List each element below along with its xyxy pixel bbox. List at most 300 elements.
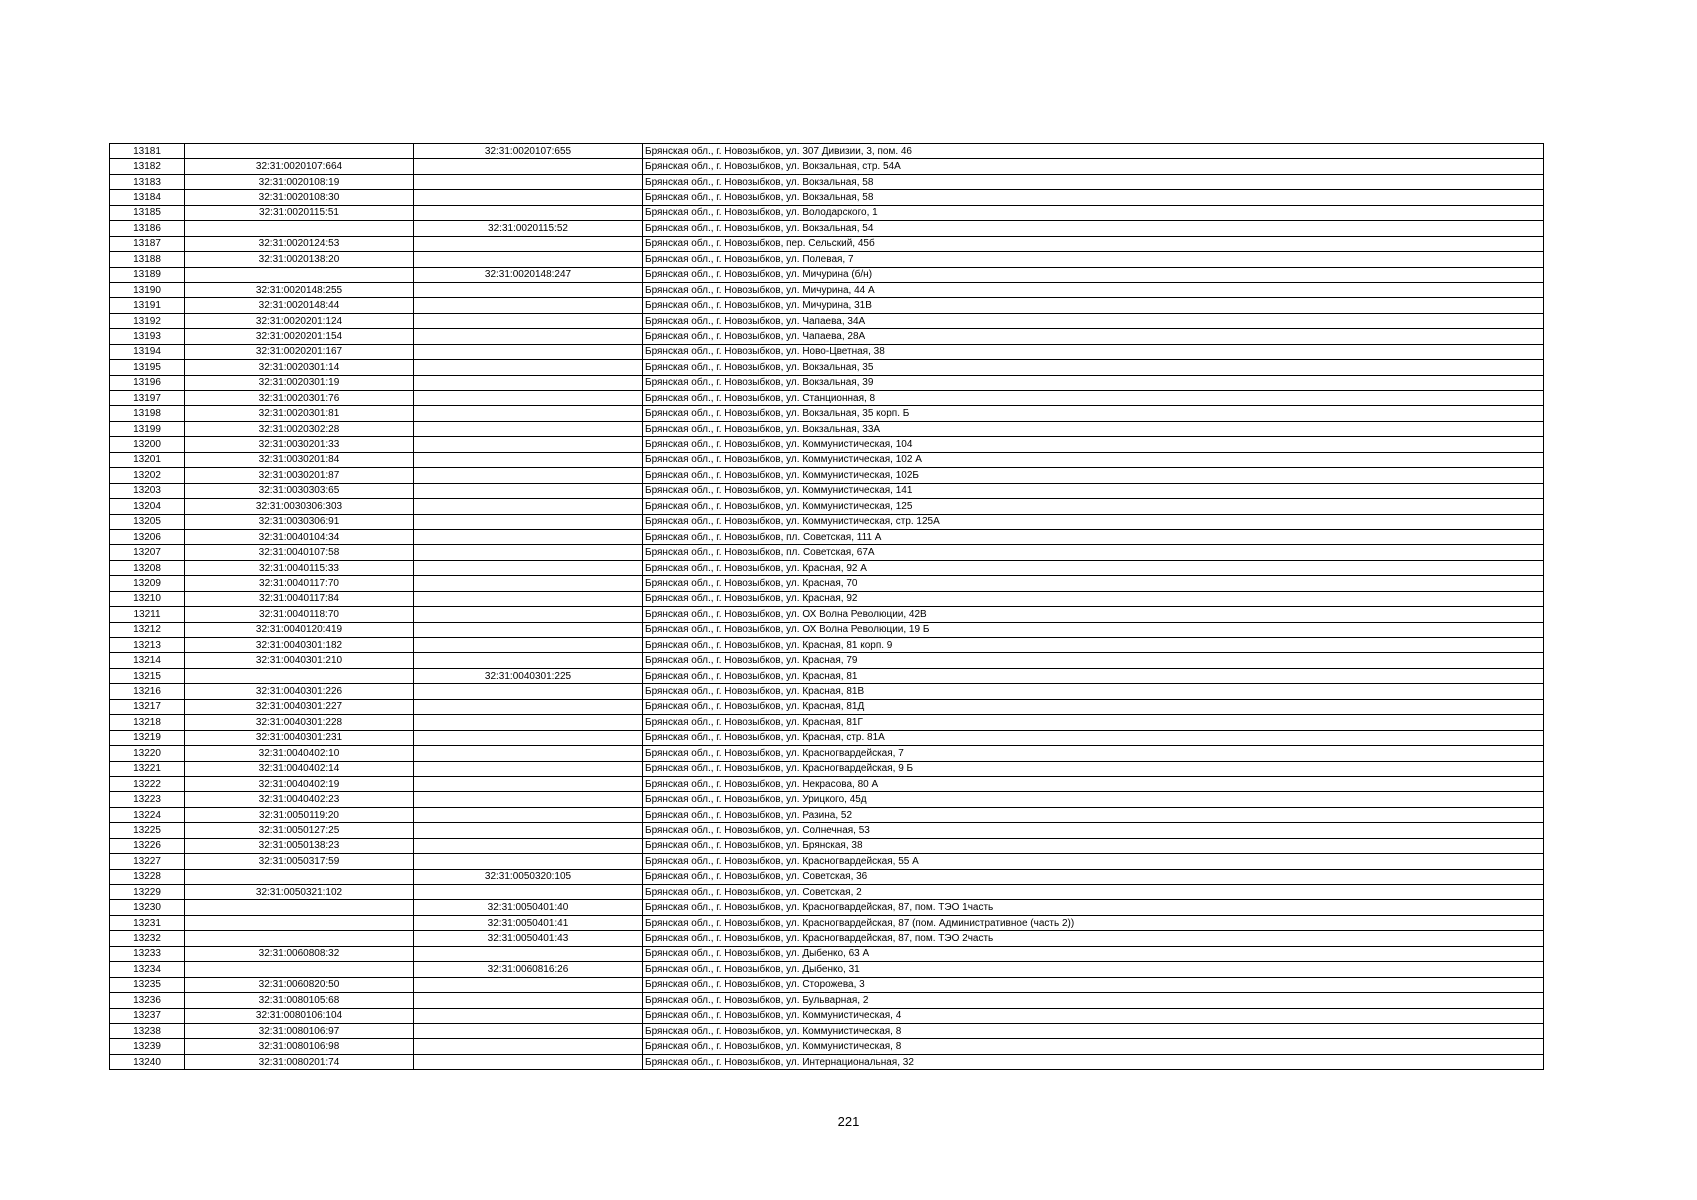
table-row: [110, 252, 1544, 267]
address-cell: Брянская обл., г. Новозыбков, ул. Вокзальная, 58: [643, 190, 1544, 205]
land-cadastral-cell: 32:31:0040402:10: [185, 746, 414, 761]
land-cadastral-cell: 32:31:0040301:182: [185, 638, 414, 653]
row-number-cell: 13208: [110, 560, 185, 575]
table-row: [110, 221, 1544, 236]
row-number-cell: 13219: [110, 730, 185, 745]
address-cell: Брянская обл., г. Новозыбков, ул. ОХ Волна Революции, 19 Б: [643, 622, 1544, 637]
table-row: [110, 1008, 1544, 1023]
building-cadastral-cell: [414, 653, 643, 668]
row-number-cell: 13185: [110, 205, 185, 220]
land-cadastral-cell: 32:31:0040120:419: [185, 622, 414, 637]
row-number-cell: 13210: [110, 591, 185, 606]
building-cadastral-cell: [414, 807, 643, 822]
land-cadastral-cell: 32:31:0020301:14: [185, 360, 414, 375]
row-number-cell: 13196: [110, 375, 185, 390]
row-number-cell: 13224: [110, 807, 185, 822]
land-cadastral-cell: 32:31:0030303:65: [185, 483, 414, 498]
land-cadastral-cell: [185, 900, 414, 915]
table-row: [110, 499, 1544, 514]
land-cadastral-cell: 32:31:0040301:231: [185, 730, 414, 745]
building-cadastral-cell: 32:31:0020115:52: [414, 221, 643, 236]
address-cell: Брянская обл., г. Новозыбков, ул. Красная, 70: [643, 576, 1544, 591]
address-cell: Брянская обл., г. Новозыбков, ул. 307 Дивизии, 3, пом. 46: [643, 144, 1544, 159]
table-row: [110, 236, 1544, 251]
land-cadastral-cell: 32:31:0040301:228: [185, 715, 414, 730]
building-cadastral-cell: 32:31:0040301:225: [414, 668, 643, 683]
building-cadastral-cell: [414, 529, 643, 544]
address-cell: Брянская обл., г. Новозыбков, ул. Чапаева, 28А: [643, 329, 1544, 344]
row-number-cell: 13182: [110, 159, 185, 174]
land-cadastral-cell: 32:31:0020301:19: [185, 375, 414, 390]
row-number-cell: 13191: [110, 298, 185, 313]
address-cell: Брянская обл., г. Новозыбков, ул. Советская, 2: [643, 885, 1544, 900]
address-cell: Брянская обл., г. Новозыбков, ул. Интернациональная, 32: [643, 1054, 1544, 1069]
land-cadastral-cell: 32:31:0060820:50: [185, 977, 414, 992]
building-cadastral-cell: [414, 622, 643, 637]
building-cadastral-cell: [414, 1039, 643, 1054]
table-row: [110, 591, 1544, 606]
table-row: [110, 962, 1544, 977]
table-row: [110, 823, 1544, 838]
address-cell: Брянская обл., г. Новозыбков, ул. Красная, 81Г: [643, 715, 1544, 730]
address-cell: Брянская обл., г. Новозыбков, ул. Вокзальная, 35 корп. Б: [643, 406, 1544, 421]
property-registry-table: [109, 143, 1544, 1070]
building-cadastral-cell: [414, 576, 643, 591]
address-cell: Брянская обл., г. Новозыбков, ул. Вокзальная, 54: [643, 221, 1544, 236]
building-cadastral-cell: [414, 792, 643, 807]
address-cell: Брянская обл., г. Новозыбков, ул. Красногвардейская, 7: [643, 746, 1544, 761]
address-cell: Брянская обл., г. Новозыбков, ул. Красная, 92: [643, 591, 1544, 606]
land-cadastral-cell: 32:31:0020138:20: [185, 252, 414, 267]
row-number-cell: 13238: [110, 1023, 185, 1038]
land-cadastral-cell: 32:31:0080106:104: [185, 1008, 414, 1023]
land-cadastral-cell: 32:31:0020148:44: [185, 298, 414, 313]
land-cadastral-cell: 32:31:0040402:23: [185, 792, 414, 807]
land-cadastral-cell: 32:31:0040117:84: [185, 591, 414, 606]
building-cadastral-cell: 32:31:0050401:41: [414, 915, 643, 930]
building-cadastral-cell: [414, 638, 643, 653]
address-cell: Брянская обл., г. Новозыбков, ул. Красногвардейская, 9 Б: [643, 761, 1544, 776]
building-cadastral-cell: [414, 684, 643, 699]
table-row: [110, 684, 1544, 699]
building-cadastral-cell: [414, 205, 643, 220]
land-cadastral-cell: 32:31:0030201:87: [185, 468, 414, 483]
table-row: [110, 421, 1544, 436]
building-cadastral-cell: [414, 1008, 643, 1023]
table-row: [110, 730, 1544, 745]
address-cell: Брянская обл., г. Новозыбков, ул. Мичурина, 44 А: [643, 282, 1544, 297]
row-number-cell: 13233: [110, 946, 185, 961]
land-cadastral-cell: 32:31:0040104:34: [185, 529, 414, 544]
address-cell: Брянская обл., г. Новозыбков, ул. Бульварная, 2: [643, 993, 1544, 1008]
building-cadastral-cell: [414, 946, 643, 961]
building-cadastral-cell: 32:31:0020148:247: [414, 267, 643, 282]
address-cell: Брянская обл., г. Новозыбков, ул. Разина, 52: [643, 807, 1544, 822]
row-number-cell: 13231: [110, 915, 185, 930]
building-cadastral-cell: [414, 236, 643, 251]
land-cadastral-cell: [185, 869, 414, 884]
table-row: [110, 298, 1544, 313]
address-cell: Брянская обл., г. Новозыбков, ул. Полевая, 7: [643, 252, 1544, 267]
row-number-cell: 13181: [110, 144, 185, 159]
land-cadastral-cell: [185, 915, 414, 930]
table-row: [110, 174, 1544, 189]
address-cell: Брянская обл., г. Новозыбков, ул. Красная, 81В: [643, 684, 1544, 699]
address-cell: Брянская обл., г. Новозыбков, ул. Солнечная, 53: [643, 823, 1544, 838]
table-row: [110, 638, 1544, 653]
building-cadastral-cell: 32:31:0020107:655: [414, 144, 643, 159]
building-cadastral-cell: [414, 1023, 643, 1038]
building-cadastral-cell: [414, 776, 643, 791]
row-number-cell: 13193: [110, 329, 185, 344]
land-cadastral-cell: 32:31:0050321:102: [185, 885, 414, 900]
land-cadastral-cell: 32:31:0020108:30: [185, 190, 414, 205]
land-cadastral-cell: 32:31:0020302:28: [185, 421, 414, 436]
address-cell: Брянская обл., г. Новозыбков, ул. Ново-Цветная, 38: [643, 344, 1544, 359]
address-cell: Брянская обл., г. Новозыбков, ул. Красногвардейская, 87 (пом. Административное (часть 2)): [643, 915, 1544, 930]
row-number-cell: 13198: [110, 406, 185, 421]
address-cell: Брянская обл., г. Новозыбков, ул. Вокзальная, 58: [643, 174, 1544, 189]
land-cadastral-cell: 32:31:0030201:84: [185, 452, 414, 467]
building-cadastral-cell: 32:31:0050320:105: [414, 869, 643, 884]
table-row: [110, 1039, 1544, 1054]
address-cell: Брянская обл., г. Новозыбков, ул. ОХ Волна Революции, 42В: [643, 607, 1544, 622]
table-row: [110, 406, 1544, 421]
land-cadastral-cell: 32:31:0020115:51: [185, 205, 414, 220]
table-row: [110, 391, 1544, 406]
table-row: [110, 761, 1544, 776]
row-number-cell: 13206: [110, 529, 185, 544]
table-row: [110, 514, 1544, 529]
row-number-cell: 13187: [110, 236, 185, 251]
building-cadastral-cell: [414, 514, 643, 529]
address-cell: Брянская обл., г. Новозыбков, ул. Чапаева, 34А: [643, 313, 1544, 328]
address-cell: Брянская обл., г. Новозыбков, ул. Красная, 81: [643, 668, 1544, 683]
table-row: [110, 885, 1544, 900]
table-row: [110, 483, 1544, 498]
land-cadastral-cell: 32:31:0040115:33: [185, 560, 414, 575]
row-number-cell: 13222: [110, 776, 185, 791]
building-cadastral-cell: [414, 468, 643, 483]
address-cell: Брянская обл., г. Новозыбков, ул. Дыбенко, 31: [643, 962, 1544, 977]
land-cadastral-cell: [185, 267, 414, 282]
row-number-cell: 13204: [110, 499, 185, 514]
land-cadastral-cell: 32:31:0080106:98: [185, 1039, 414, 1054]
table-row: [110, 344, 1544, 359]
row-number-cell: 13211: [110, 607, 185, 622]
table-row: [110, 576, 1544, 591]
building-cadastral-cell: [414, 545, 643, 560]
table-row: [110, 607, 1544, 622]
table-row: [110, 190, 1544, 205]
building-cadastral-cell: [414, 282, 643, 297]
land-cadastral-cell: 32:31:0020301:76: [185, 391, 414, 406]
row-number-cell: 13209: [110, 576, 185, 591]
address-cell: Брянская обл., г. Новозыбков, ул. Советская, 36: [643, 869, 1544, 884]
table-row: [110, 854, 1544, 869]
building-cadastral-cell: [414, 298, 643, 313]
land-cadastral-cell: 32:31:0050127:25: [185, 823, 414, 838]
land-cadastral-cell: 32:31:0020107:664: [185, 159, 414, 174]
row-number-cell: 13230: [110, 900, 185, 915]
land-cadastral-cell: 32:31:0020301:81: [185, 406, 414, 421]
building-cadastral-cell: [414, 761, 643, 776]
address-cell: Брянская обл., г. Новозыбков, ул. Коммунистическая, 141: [643, 483, 1544, 498]
table-row: [110, 375, 1544, 390]
address-cell: Брянская обл., г. Новозыбков, ул. Красная, 92 А: [643, 560, 1544, 575]
address-cell: Брянская обл., г. Новозыбков, ул. Коммунистическая, 4: [643, 1008, 1544, 1023]
table-row: [110, 468, 1544, 483]
table-row: [110, 437, 1544, 452]
row-number-cell: 13235: [110, 977, 185, 992]
building-cadastral-cell: [414, 715, 643, 730]
row-number-cell: 13239: [110, 1039, 185, 1054]
table-row: [110, 746, 1544, 761]
row-number-cell: 13214: [110, 653, 185, 668]
row-number-cell: 13207: [110, 545, 185, 560]
land-cadastral-cell: 32:31:0040301:227: [185, 699, 414, 714]
row-number-cell: 13190: [110, 282, 185, 297]
building-cadastral-cell: 32:31:0050401:40: [414, 900, 643, 915]
table-row: [110, 668, 1544, 683]
row-number-cell: 13240: [110, 1054, 185, 1069]
address-cell: Брянская обл., г. Новозыбков, ул. Сторожева, 3: [643, 977, 1544, 992]
table-row: [110, 560, 1544, 575]
row-number-cell: 13229: [110, 885, 185, 900]
land-cadastral-cell: 32:31:0060808:32: [185, 946, 414, 961]
table-row: [110, 329, 1544, 344]
row-number-cell: 13234: [110, 962, 185, 977]
land-cadastral-cell: 32:31:0040301:210: [185, 653, 414, 668]
table-row: [110, 545, 1544, 560]
row-number-cell: 13213: [110, 638, 185, 653]
table-row: [110, 529, 1544, 544]
row-number-cell: 13227: [110, 854, 185, 869]
address-cell: Брянская обл., г. Новозыбков, ул. Красная, стр. 81А: [643, 730, 1544, 745]
table-row: [110, 282, 1544, 297]
land-cadastral-cell: 32:31:0030306:303: [185, 499, 414, 514]
row-number-cell: 13215: [110, 668, 185, 683]
address-cell: Брянская обл., г. Новозыбков, пл. Советская, 67А: [643, 545, 1544, 560]
row-number-cell: 13194: [110, 344, 185, 359]
table-row: [110, 915, 1544, 930]
row-number-cell: 13237: [110, 1008, 185, 1023]
land-cadastral-cell: 32:31:0020201:167: [185, 344, 414, 359]
land-cadastral-cell: [185, 962, 414, 977]
row-number-cell: 13200: [110, 437, 185, 452]
row-number-cell: 13205: [110, 514, 185, 529]
land-cadastral-cell: 32:31:0040117:70: [185, 576, 414, 591]
address-cell: Брянская обл., г. Новозыбков, ул. Коммунистическая, 102 А: [643, 452, 1544, 467]
land-cadastral-cell: [185, 668, 414, 683]
row-number-cell: 13199: [110, 421, 185, 436]
row-number-cell: 13226: [110, 838, 185, 853]
address-cell: Брянская обл., г. Новозыбков, ул. Урицкого, 45д: [643, 792, 1544, 807]
row-number-cell: 13212: [110, 622, 185, 637]
table-row: [110, 360, 1544, 375]
building-cadastral-cell: [414, 344, 643, 359]
address-cell: Брянская обл., г. Новозыбков, ул. Вокзальная, 35: [643, 360, 1544, 375]
table-row: [110, 159, 1544, 174]
row-number-cell: 13186: [110, 221, 185, 236]
land-cadastral-cell: 32:31:0030201:33: [185, 437, 414, 452]
table-row: [110, 977, 1544, 992]
address-cell: Брянская обл., г. Новозыбков, ул. Дыбенко, 63 А: [643, 946, 1544, 961]
building-cadastral-cell: [414, 406, 643, 421]
page-number: 221: [837, 1114, 860, 1129]
row-number-cell: 13236: [110, 993, 185, 1008]
building-cadastral-cell: [414, 977, 643, 992]
building-cadastral-cell: [414, 838, 643, 853]
table-row: [110, 267, 1544, 282]
building-cadastral-cell: [414, 699, 643, 714]
row-number-cell: 13225: [110, 823, 185, 838]
row-number-cell: 13220: [110, 746, 185, 761]
table-row: [110, 900, 1544, 915]
row-number-cell: 13216: [110, 684, 185, 699]
address-cell: Брянская обл., г. Новозыбков, ул. Вокзальная, 39: [643, 375, 1544, 390]
land-cadastral-cell: 32:31:0040107:58: [185, 545, 414, 560]
land-cadastral-cell: 32:31:0050119:20: [185, 807, 414, 822]
land-cadastral-cell: 32:31:0080201:74: [185, 1054, 414, 1069]
building-cadastral-cell: [414, 993, 643, 1008]
building-cadastral-cell: [414, 190, 643, 205]
address-cell: Брянская обл., г. Новозыбков, ул. Станционная, 8: [643, 391, 1544, 406]
building-cadastral-cell: [414, 421, 643, 436]
row-number-cell: 13218: [110, 715, 185, 730]
table-row: [110, 931, 1544, 946]
address-cell: Брянская обл., г. Новозыбков, ул. Коммунистическая, 8: [643, 1023, 1544, 1038]
row-number-cell: 13203: [110, 483, 185, 498]
row-number-cell: 13189: [110, 267, 185, 282]
address-cell: Брянская обл., г. Новозыбков, ул. Вокзальная, 33А: [643, 421, 1544, 436]
address-cell: Брянская обл., г. Новозыбков, ул. Вокзальная, стр. 54А: [643, 159, 1544, 174]
land-cadastral-cell: 32:31:0040118:70: [185, 607, 414, 622]
building-cadastral-cell: [414, 329, 643, 344]
table-row: [110, 946, 1544, 961]
land-cadastral-cell: 32:31:0020124:53: [185, 236, 414, 251]
table-row: [110, 776, 1544, 791]
row-number-cell: 13202: [110, 468, 185, 483]
address-cell: Брянская обл., г. Новозыбков, ул. Некрасова, 80 А: [643, 776, 1544, 791]
land-cadastral-cell: 32:31:0020201:124: [185, 313, 414, 328]
address-cell: Брянская обл., г. Новозыбков, ул. Красная, 79: [643, 653, 1544, 668]
table-row: [110, 807, 1544, 822]
table-row: [110, 715, 1544, 730]
address-cell: Брянская обл., г. Новозыбков, ул. Красная, 81Д: [643, 699, 1544, 714]
land-cadastral-cell: 32:31:0050317:59: [185, 854, 414, 869]
land-cadastral-cell: 32:31:0020201:154: [185, 329, 414, 344]
land-cadastral-cell: 32:31:0040402:14: [185, 761, 414, 776]
building-cadastral-cell: [414, 391, 643, 406]
building-cadastral-cell: [414, 452, 643, 467]
land-cadastral-cell: [185, 144, 414, 159]
address-cell: Брянская обл., г. Новозыбков, ул. Мичурина (б/н): [643, 267, 1544, 282]
row-number-cell: 13183: [110, 174, 185, 189]
building-cadastral-cell: 32:31:0050401:43: [414, 931, 643, 946]
table-row: [110, 205, 1544, 220]
building-cadastral-cell: [414, 591, 643, 606]
building-cadastral-cell: [414, 159, 643, 174]
table-row: [110, 144, 1544, 159]
address-cell: Брянская обл., г. Новозыбков, пер. Сельский, 45б: [643, 236, 1544, 251]
table-row: [110, 993, 1544, 1008]
table-row: [110, 1023, 1544, 1038]
address-cell: Брянская обл., г. Новозыбков, ул. Мичурина, 31В: [643, 298, 1544, 313]
row-number-cell: 13188: [110, 252, 185, 267]
row-number-cell: 13221: [110, 761, 185, 776]
address-cell: Брянская обл., г. Новозыбков, ул. Красногвардейская, 87, пом. ТЭО 2часть: [643, 931, 1544, 946]
building-cadastral-cell: [414, 375, 643, 390]
land-cadastral-cell: [185, 221, 414, 236]
address-cell: Брянская обл., г. Новозыбков, ул. Красная, 81 корп. 9: [643, 638, 1544, 653]
row-number-cell: 13228: [110, 869, 185, 884]
building-cadastral-cell: [414, 360, 643, 375]
address-cell: Брянская обл., г. Новозыбков, ул. Брянская, 38: [643, 838, 1544, 853]
land-cadastral-cell: 32:31:0080105:68: [185, 993, 414, 1008]
land-cadastral-cell: 32:31:0040301:226: [185, 684, 414, 699]
land-cadastral-cell: 32:31:0020108:19: [185, 174, 414, 189]
table-row: [110, 1054, 1544, 1069]
table-row: [110, 869, 1544, 884]
address-cell: Брянская обл., г. Новозыбков, ул. Володарского, 1: [643, 205, 1544, 220]
land-cadastral-cell: 32:31:0080106:97: [185, 1023, 414, 1038]
address-cell: Брянская обл., г. Новозыбков, пл. Советская, 111 А: [643, 529, 1544, 544]
building-cadastral-cell: [414, 252, 643, 267]
row-number-cell: 13217: [110, 699, 185, 714]
building-cadastral-cell: [414, 823, 643, 838]
row-number-cell: 13197: [110, 391, 185, 406]
table-row: [110, 622, 1544, 637]
table-row: [110, 699, 1544, 714]
address-cell: Брянская обл., г. Новозыбков, ул. Коммунистическая, 125: [643, 499, 1544, 514]
land-cadastral-cell: 32:31:0030306:91: [185, 514, 414, 529]
building-cadastral-cell: [414, 607, 643, 622]
table-body: [110, 144, 1544, 1070]
row-number-cell: 13232: [110, 931, 185, 946]
building-cadastral-cell: 32:31:0060816:26: [414, 962, 643, 977]
table-row: [110, 792, 1544, 807]
building-cadastral-cell: [414, 499, 643, 514]
building-cadastral-cell: [414, 174, 643, 189]
address-cell: Брянская обл., г. Новозыбков, ул. Коммунистическая, 102Б: [643, 468, 1544, 483]
table-row: [110, 838, 1544, 853]
building-cadastral-cell: [414, 746, 643, 761]
building-cadastral-cell: [414, 1054, 643, 1069]
row-number-cell: 13192: [110, 313, 185, 328]
row-number-cell: 13201: [110, 452, 185, 467]
row-number-cell: 13184: [110, 190, 185, 205]
building-cadastral-cell: [414, 730, 643, 745]
building-cadastral-cell: [414, 854, 643, 869]
address-cell: Брянская обл., г. Новозыбков, ул. Красногвардейская, 87, пом. ТЭО 1часть: [643, 900, 1544, 915]
land-cadastral-cell: 32:31:0050138:23: [185, 838, 414, 853]
building-cadastral-cell: [414, 560, 643, 575]
table-row: [110, 313, 1544, 328]
table-row: [110, 452, 1544, 467]
building-cadastral-cell: [414, 483, 643, 498]
address-cell: Брянская обл., г. Новозыбков, ул. Коммунистическая, стр. 125А: [643, 514, 1544, 529]
address-cell: Брянская обл., г. Новозыбков, ул. Коммунистическая, 104: [643, 437, 1544, 452]
row-number-cell: 13223: [110, 792, 185, 807]
land-cadastral-cell: [185, 931, 414, 946]
building-cadastral-cell: [414, 437, 643, 452]
building-cadastral-cell: [414, 313, 643, 328]
land-cadastral-cell: 32:31:0040402:19: [185, 776, 414, 791]
building-cadastral-cell: [414, 885, 643, 900]
row-number-cell: 13195: [110, 360, 185, 375]
land-cadastral-cell: 32:31:0020148:255: [185, 282, 414, 297]
